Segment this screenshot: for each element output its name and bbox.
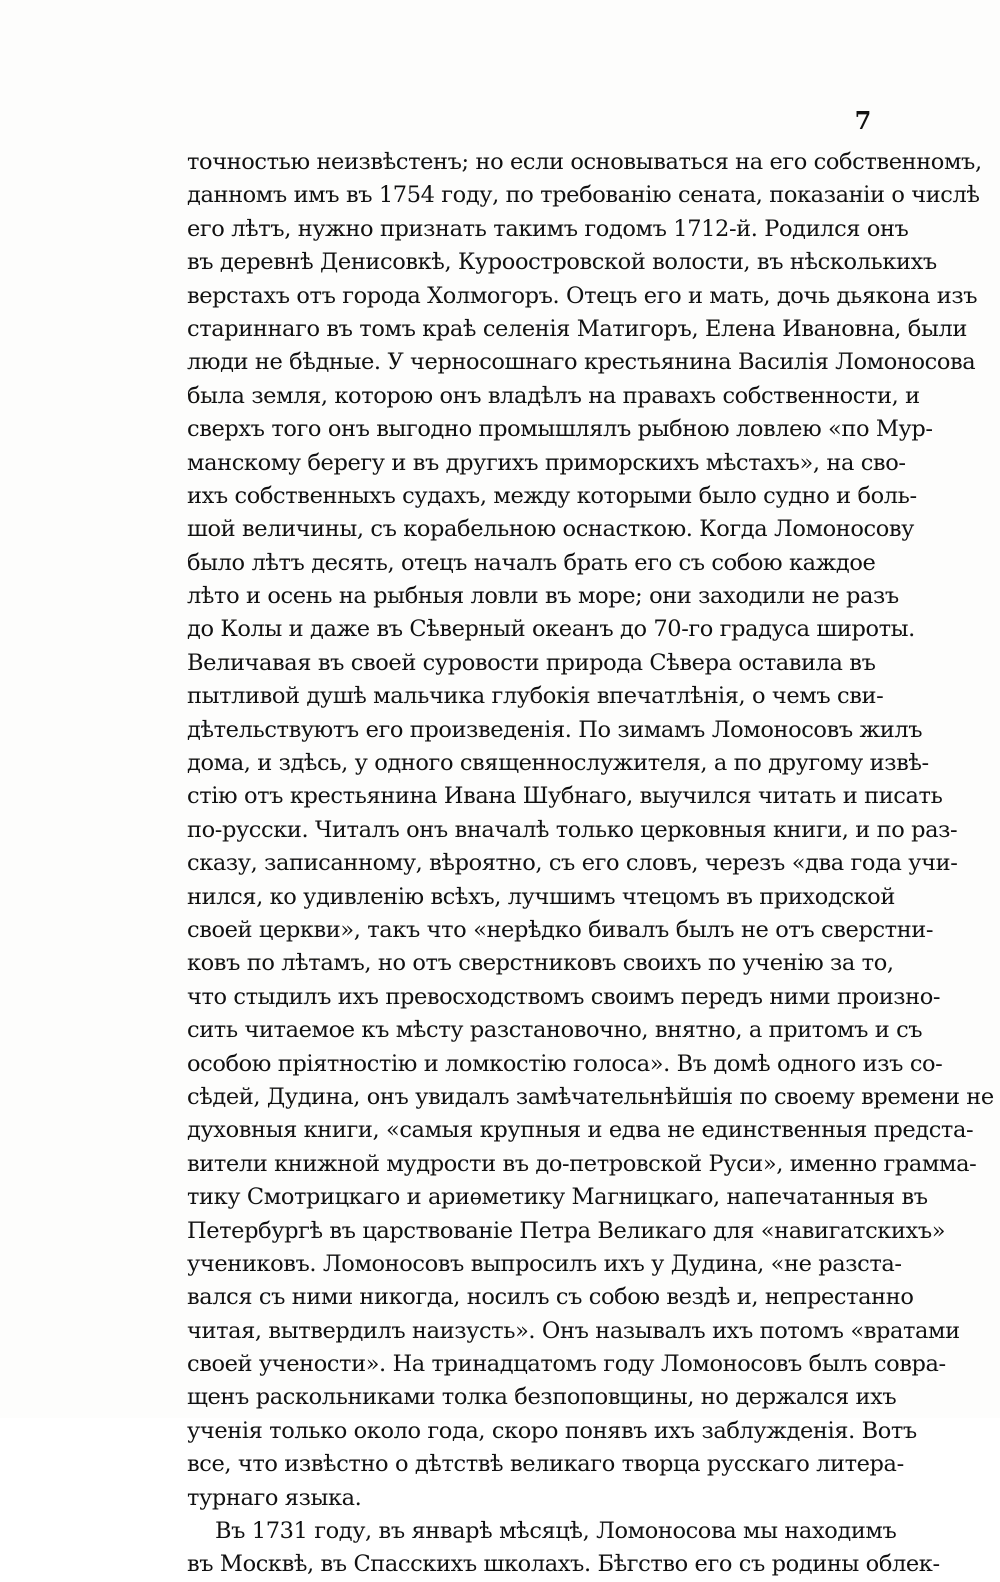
- text-line: лѣто и осень на рыбныя ловли въ море; они заходили не разъ: [187, 583, 899, 610]
- text-line: Петербургѣ въ царствованіе Петра Великаго для «навигатскихъ»: [187, 1217, 946, 1244]
- text-line: въ Москвѣ, въ Спасскихъ школахъ. Бѣгство его съ родины облек-: [187, 1551, 940, 1578]
- text-line: дѣтельствуютъ его произведенія. По зимамъ Ломоносовъ жилъ: [187, 716, 923, 743]
- text-line: учениковъ. Ломоносовъ выпросилъ ихъ у Дудина, «не разста-: [187, 1250, 902, 1277]
- text-line: сказу, записанному, вѣроятно, съ его словъ, черезъ «два года учи-: [187, 850, 958, 877]
- text-line: сверхъ того онъ выгодно промышлялъ рыбною ловлею «по Мур-: [187, 416, 933, 443]
- page-number: 7: [854, 106, 872, 135]
- text-line: стариннаго въ томъ краѣ селенія Матигоръ, Елена Ивановна, были: [187, 315, 967, 342]
- text-line: что стыдилъ ихъ превосходствомъ своимъ передъ ними произно-: [187, 983, 941, 1010]
- text-line: особою пріятностію и ломкостію голоса». Въ домѣ одного изъ со-: [187, 1050, 943, 1077]
- text-line: вался съ ними никогда, носилъ съ собою вездѣ и, непрестанно: [187, 1284, 914, 1311]
- text-line: дома, и здѣсь, у одного священнослужителя, а по другому извѣ-: [187, 750, 929, 777]
- text-line: сить читаемое къ мѣсту разстановочно, внятно, а притомъ и съ: [187, 1017, 923, 1044]
- text-line: до Колы и даже въ Сѣверный океанъ до 70-го градуса широты.: [187, 616, 915, 643]
- text-line: было лѣтъ десять, отецъ началъ брать его съ собою каждое: [187, 549, 876, 576]
- text-line: стію отъ крестьянина Ивана Шубнаго, выучился читать и писать: [187, 783, 943, 810]
- text-line: была земля, которою онъ владѣлъ на правахъ собственности, и: [187, 382, 920, 409]
- text-line: въ деревнѣ Денисовкѣ, Куроостровской волости, въ нѣсколькихъ: [187, 249, 937, 276]
- text-line: нился, ко удивленію всѣхъ, лучшимъ чтецомъ въ приходской: [187, 883, 895, 910]
- text-line: ковъ по лѣтамъ, но отъ сверстниковъ своихъ по ученію за то,: [187, 950, 894, 977]
- text-line: сѣдей, Дудина, онъ увидалъ замѣчательнѣйшія по своему времени не: [187, 1083, 994, 1110]
- text-line: данномъ имъ въ 1754 году, по требованію сената, показаніи о числѣ: [187, 182, 980, 209]
- text-line: ученія только около года, скоро понявъ ихъ заблужденія. Вотъ: [187, 1417, 917, 1444]
- text-line: шой величины, съ корабельною оснасткою. Когда Ломоносову: [187, 516, 914, 543]
- text-line: тику Смотрицкаго и ариѳметику Магницкаго, напечатанныя въ: [187, 1184, 928, 1211]
- text-line: его лѣтъ, нужно признать такимъ годомъ 1712-й. Родился онъ: [187, 215, 909, 242]
- text-line: читая, вытвердилъ наизусть». Онъ называлъ ихъ потомъ «вратами: [187, 1317, 960, 1344]
- text-line: своей учености». На тринадцатомъ году Ломоносовъ былъ совра-: [187, 1351, 946, 1378]
- paragraph-end-line: турнаго языка.: [187, 1484, 362, 1511]
- text-line: своей церкви», такъ что «нерѣдко бивалъ былъ не отъ сверстни-: [187, 916, 934, 943]
- text-line: пытливой душѣ мальчика глубокія впечатлѣнія, о чемъ сви-: [187, 683, 884, 710]
- text-line: ихъ собственныхъ судахъ, между которыми было судно и боль-: [187, 482, 917, 509]
- text-line: Величавая въ своей суровости природа Сѣвера оставила въ: [187, 649, 876, 676]
- text-line: щенъ раскольниками толка безпоповщины, но держался ихъ: [187, 1384, 897, 1411]
- text-line: люди не бѣдные. У черносошнаго крестьянина Василія Ломоносова: [187, 349, 976, 376]
- text-line: духовныя книги, «самыя крупныя и едва не единственныя предста-: [187, 1117, 974, 1144]
- text-line: по-русски. Читалъ онъ вначалѣ только церковныя книги, и по раз-: [187, 816, 958, 843]
- paragraph-start-line: Въ 1731 году, въ январѣ мѣсяцѣ, Ломоносова мы находимъ: [215, 1518, 897, 1545]
- text-line: манскому берегу и въ другихъ приморскихъ мѣстахъ», на сво-: [187, 449, 906, 476]
- text-line: верстахъ отъ города Холмогоръ. Отецъ его и мать, дочь дьякона изъ: [187, 282, 978, 309]
- text-line: точностью неизвѣстенъ; но если основываться на его собственномъ,: [187, 149, 982, 175]
- text-line: все, что извѣстно о дѣтствѣ великаго творца русскаго литера-: [187, 1451, 904, 1478]
- body-text: [187, 146, 994, 1582]
- text-line: вители книжной мудрости въ до-петровской Руси», именно грамма-: [187, 1150, 977, 1177]
